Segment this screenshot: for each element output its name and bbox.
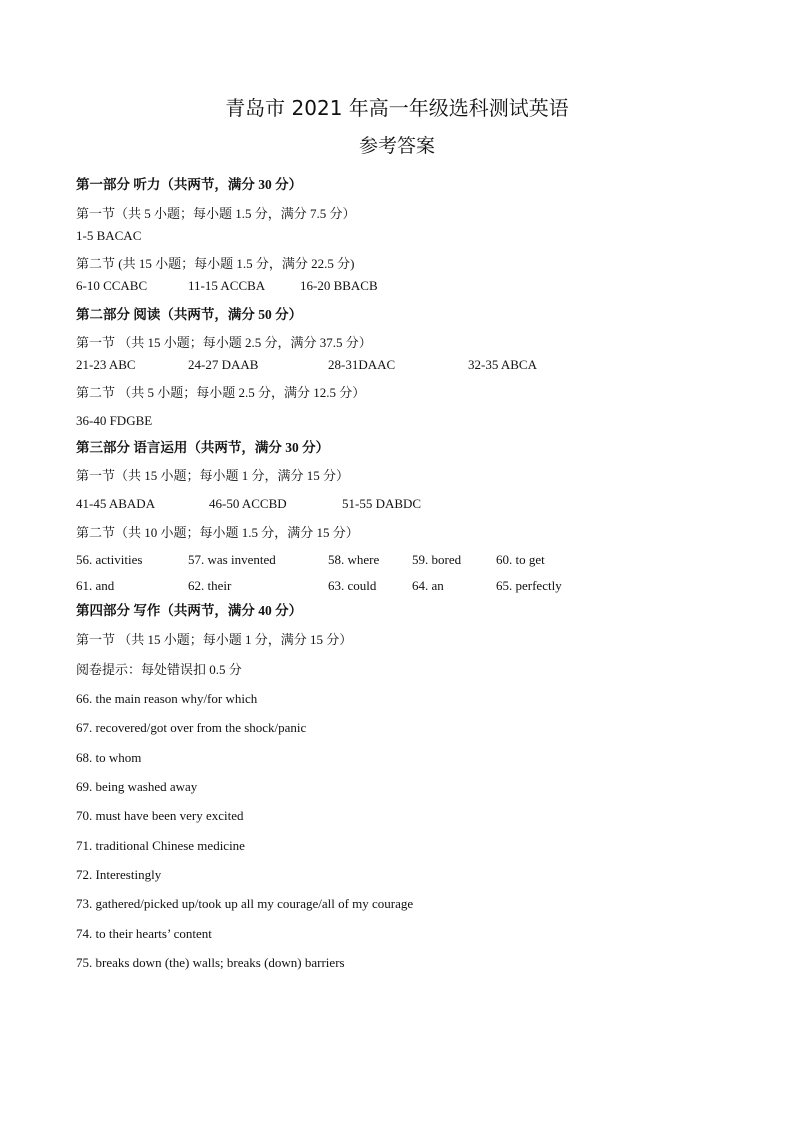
answer-item: 75. breaks down (the) walls; breaks (down) barriers [76, 955, 345, 970]
answer-item: 59. bored [412, 552, 462, 567]
document-subtitle: 参考答案 [358, 135, 435, 157]
answer-item: 57. was invented [188, 552, 276, 567]
part1-sec1-label: 第一节（共 5 小题；每小题 1.5 分，满分 7.5 分） [76, 206, 356, 221]
answer-group: 16-20 BBACB [300, 278, 378, 293]
answer-item: 60. to get [496, 552, 545, 567]
answer-item: 66. the main reason why/for which [76, 691, 258, 706]
answer-item: 73. gathered/picked up/took up all my courage/all of my courage [76, 896, 414, 911]
document-title: 青岛市 2021 年高一年级选科测试英语 [225, 96, 569, 120]
part1-sec2-label: 第二节 (共 15 小题；每小题 1.5 分，满分 22.5 分) [76, 256, 355, 271]
answer-item: 69. being washed away [76, 779, 198, 794]
part3-sec1-label: 第一节（共 15 小题；每小题 1 分，满分 15 分） [76, 468, 350, 483]
part2-sec1-label: 第一节 （共 15 小题；每小题 2.5 分，满分 37.5 分） [76, 335, 372, 350]
part4-sec1-label: 第一节 （共 15 小题；每小题 1 分，满分 15 分） [76, 632, 353, 647]
answer-item: 68. to whom [76, 750, 142, 765]
answer-group: 11-15 ACCBA [188, 278, 266, 293]
grading-tip: 阅卷提示：每处错误扣 0.5 分 [76, 662, 242, 677]
answer-group: 32-35 ABCA [468, 357, 537, 372]
part3-sec2-label: 第二节（共 10 小题；每小题 1.5 分，满分 15 分） [76, 525, 359, 540]
part3-heading: 第三部分 语言运用（共两节，满分 30 分） [76, 440, 330, 455]
answer-group: 41-45 ABADA [76, 496, 156, 511]
answer-item: 67. recovered/got over from the shock/panic [76, 720, 307, 735]
answer-item: 70. must have been very excited [76, 808, 244, 823]
answer-group: 51-55 DABDC [342, 496, 422, 511]
answer-item: 56. activities [76, 552, 143, 567]
part1-heading: 第一部分 听力（共两节，满分 30 分） [76, 177, 303, 192]
answer-item: 72. Interestingly [76, 867, 162, 882]
part4-heading: 第四部分 写作（共两节，满分 40 分） [76, 603, 303, 618]
answer-group: 1-5 BACAC [76, 228, 142, 243]
answer-item: 61. and [76, 578, 115, 593]
part2-sec2-label: 第二节 （共 5 小题；每小题 2.5 分，满分 12.5 分） [76, 385, 366, 400]
answer-item: 63. could [328, 578, 377, 593]
answer-item: 65. perfectly [496, 578, 562, 593]
answer-item: 74. to their hearts’ content [76, 926, 212, 941]
answer-group: 46-50 ACCBD [209, 496, 287, 511]
part2-heading: 第二部分 阅读（共两节，满分 50 分） [76, 307, 303, 322]
answer-group: 28-31DAAC [328, 357, 396, 372]
answer-item: 71. traditional Chinese medicine [76, 838, 245, 853]
answer-item: 62. their [188, 578, 232, 593]
answer-item: 64. an [412, 578, 444, 593]
answer-group: 24-27 DAAB [188, 357, 259, 372]
answer-group: 21-23 ABC [76, 357, 136, 372]
answer-group: 6-10 CCABC [76, 278, 148, 293]
answer-item: 58. where [328, 552, 380, 567]
answer-group: 36-40 FDGBE [76, 413, 153, 428]
